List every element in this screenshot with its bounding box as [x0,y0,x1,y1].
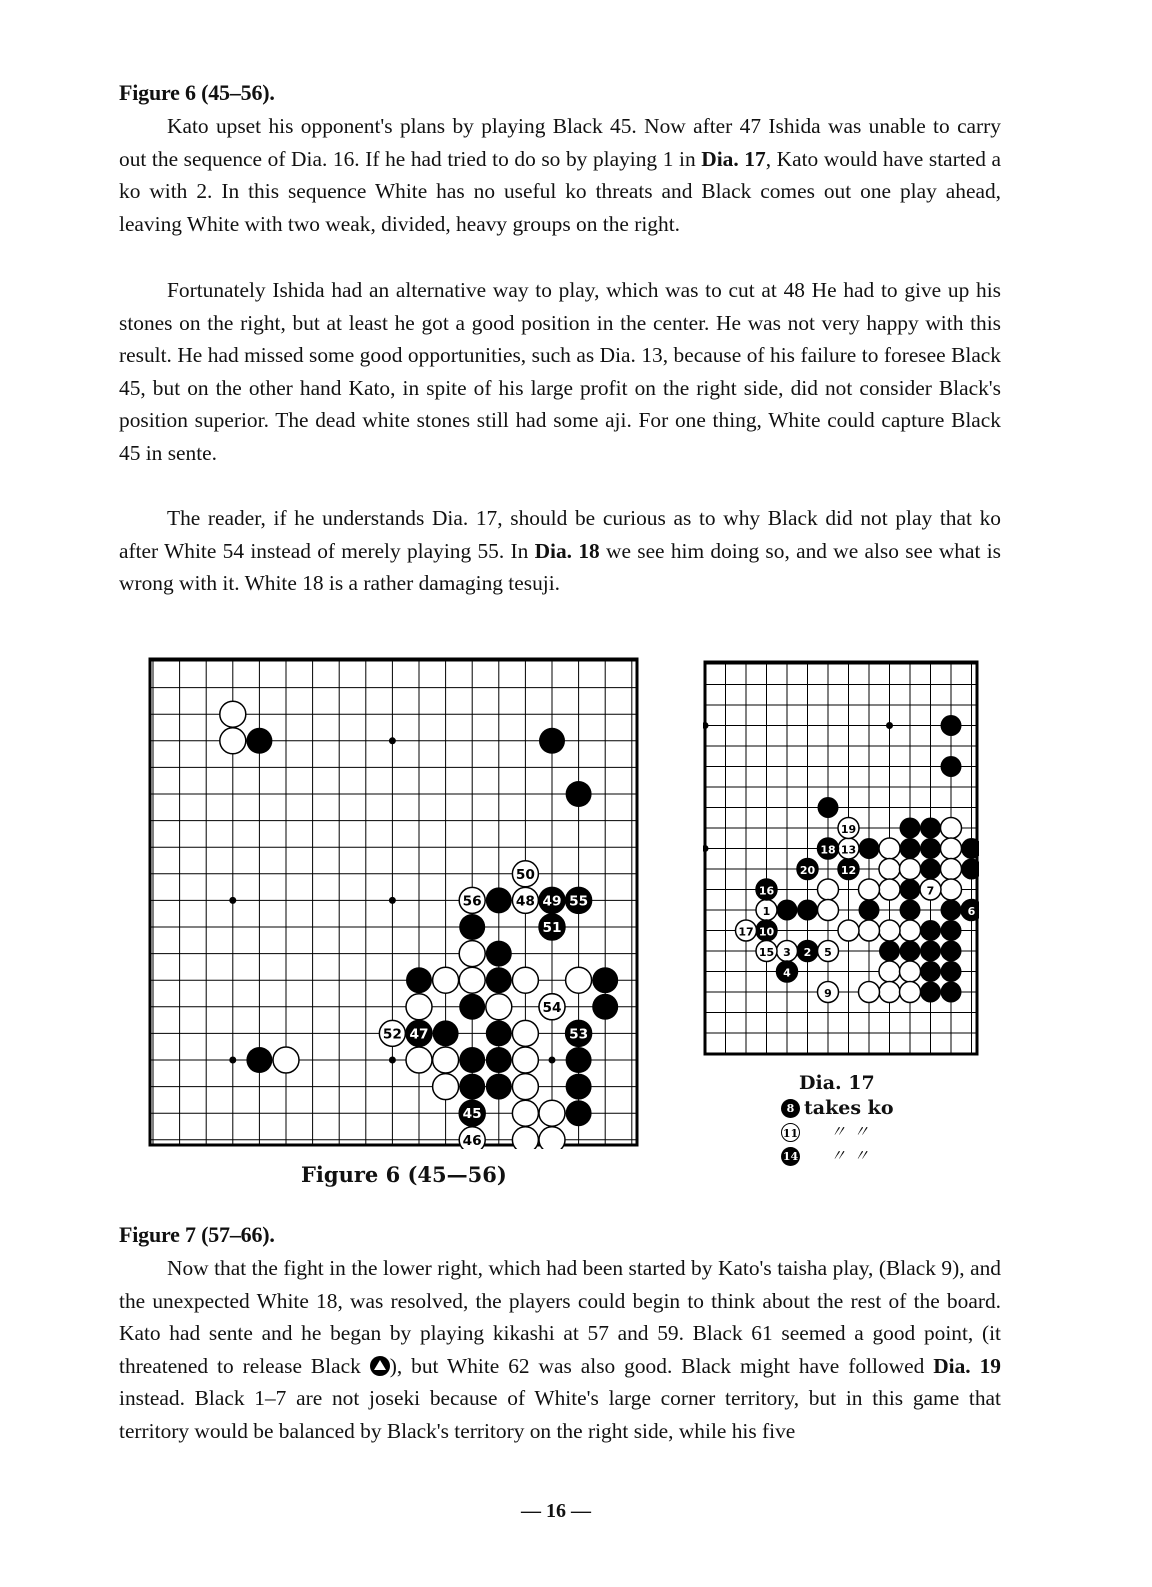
numbered-stone-3 [777,941,798,962]
move-number: 56 [462,893,482,910]
legend-text: takes ko [804,1097,894,1119]
white-stone [941,879,962,900]
numbered-stone-15 [756,941,777,962]
text: Now that the fight in the lower right, which had been started by Kato's taisha play, (Black 9), and the unexpected White 18, was resolved, the players could begin to think about the rest of the board. Kato had sente and he began by playing kikashi at 57 and 59. Black 61 seemed a good point, (it threatened to release Black [119,1256,1001,1378]
numbered-stone-54 [539,994,565,1020]
move-number: 10 [758,925,775,939]
black-stone [592,967,618,993]
move-number: 47 [409,1026,429,1043]
white-stone [539,1127,565,1149]
white-stone [879,961,900,982]
black-stone [920,859,941,880]
legend-row [781,1096,894,1120]
move-number: 17 [738,925,754,939]
black-stone [486,967,512,993]
dia17-board-svg [703,660,979,1058]
numbered-stone-5 [818,941,839,962]
numbered-stone-20 [797,859,818,880]
white-stone [941,838,962,859]
move-number: 20 [799,864,816,877]
black-stone [459,1047,485,1073]
black-stone [941,920,962,941]
move-number: 6 [967,905,976,918]
move-number: 7 [926,884,935,898]
black-stone [941,941,962,962]
black-stone [486,1074,512,1100]
white-stone [433,967,459,993]
move-number: 51 [542,920,562,936]
star-point [389,1057,396,1064]
black-stone [920,838,941,859]
white-stone [512,1100,538,1126]
star-point [389,737,396,744]
legend-text: 〃 〃 [830,1122,871,1141]
white-stone [512,1127,538,1149]
black-stone [900,818,921,839]
black-stone [900,879,921,900]
white-stone [433,1047,459,1073]
star-point [549,1057,556,1064]
text: instead. Black 1–7 are not joseki because of White's large corner territory, but in this game that territory would be balanced by Black's territory on the right side, while his five [119,1386,1001,1443]
white-stone [900,920,921,941]
white-stone [512,1047,538,1073]
numbered-stone-17 [736,920,757,941]
numbered-stone-48 [512,887,538,913]
numbered-stone-1 [756,900,777,921]
numbered-stone-49 [539,887,565,913]
white-stone [220,728,246,754]
text: Kato upset his opponent's plans by playing Black 45. Now after 47 Ishida was unable to carry out the sequence of Dia. 16. If he had tried to do so by playing 1 in [119,114,1001,171]
black-stone [879,941,900,962]
move-number: 13 [840,843,857,857]
black-stone [920,982,941,1003]
paragraph-2: Fortunately Ishida had an alternative way to play, which was to cut at 48 He had to give up his stones on the right, but at least he got a good position in the center. He was not very happy with this result. He had missed some good opportunities, such as Dia. 13, because of his failure to foresee Black 45, but on the other hand Kato, in spite of his large profit on the right side, did not consider Black's position superior. The dead white stones still had some aji. For one thing, White could capture Black 45 in sente. [119,278,1001,465]
legend-row [781,1144,894,1168]
star-point [229,1057,236,1064]
dia19-ref: Dia. 19 [933,1353,1001,1378]
white-stone [879,920,900,941]
white-stone [900,961,921,982]
black-stone [920,941,941,962]
black-stone [433,1020,459,1046]
white-stone [818,879,839,900]
numbered-stone-46 [459,1127,485,1149]
black-stone [859,900,880,921]
move-number: 50 [515,866,535,883]
black-stone [920,920,941,941]
move-number: 45 [462,1106,482,1123]
white-stone [859,982,880,1003]
numbered-stone-55 [566,887,592,913]
move-number: 19 [840,823,857,836]
move-number: 4 [783,966,791,980]
black-stone [777,900,798,921]
white-stone [539,1100,565,1126]
white-stone [859,920,880,941]
move-number: 15 [758,946,775,959]
black-stone [941,715,962,736]
star-point [703,722,709,729]
black-stone [539,728,565,754]
black-stone [459,1074,485,1100]
white-stone [406,994,432,1020]
move-number: 48 [515,893,535,910]
white-stone [879,838,900,859]
move-number: 49 [542,893,562,910]
white-stone [566,967,592,993]
white-stone [512,1074,538,1100]
numbered-stone-52 [379,1020,405,1046]
black-stone [900,900,921,921]
paragraph-4 [119,1252,1001,1448]
numbered-stone-45 [459,1100,485,1126]
black-stone [961,838,979,859]
numbered-stone-51 [539,914,565,940]
page-number: — 16 — [521,1500,591,1522]
black-stone [566,1074,592,1100]
black-stone [592,994,618,1020]
figure7-heading: Figure 7 (57–66). [119,1222,275,1247]
white-stone [900,982,921,1003]
stone-marker: 11 [781,1123,800,1142]
black-stone [900,838,921,859]
star-point [703,845,709,852]
paragraph-1 [119,110,1001,240]
move-number: 18 [820,843,836,857]
black-stone [900,941,921,962]
numbered-stone-12 [838,859,859,880]
black-triangle-stone-icon [370,1356,390,1376]
white-stone [406,1047,432,1073]
black-stone [941,982,962,1003]
move-number: 52 [382,1026,402,1043]
move-number: 46 [462,1132,482,1149]
white-stone [433,1074,459,1100]
move-number: 5 [824,946,832,959]
black-stone [486,887,512,913]
black-stone [818,797,839,818]
move-number: 55 [569,893,589,910]
black-stone [566,1047,592,1073]
white-stone [941,859,962,880]
black-stone [920,961,941,982]
move-number: 53 [569,1026,589,1043]
white-stone [818,900,839,921]
white-stone [512,967,538,993]
numbered-stone-10 [756,920,777,941]
figure6-board [148,657,640,1149]
move-number: 12 [840,864,857,877]
numbered-stone-16 [756,879,777,900]
stone-marker: 14 [781,1147,800,1166]
black-stone [859,838,880,859]
numbered-stone-18 [818,838,839,859]
star-point [229,897,236,904]
paragraph-3 [119,502,1001,600]
star-point [389,897,396,904]
white-stone [459,941,485,967]
black-stone [246,1047,272,1073]
black-stone [941,900,962,921]
numbered-stone-13 [838,838,859,859]
black-stone [246,728,272,754]
white-stone [459,967,485,993]
white-stone [859,879,880,900]
text: , Kato would have started a ko with 2. In this sequence White has no useful ko threats and Black comes out one play ahead, leaving White with two weak, divided, heavy groups on the right. [119,146,1001,236]
white-stone [273,1047,299,1073]
dia17-board [703,660,979,1058]
white-stone [486,994,512,1020]
star-point [886,722,893,729]
text: ), but White 62 was also good. Black might have followed [389,1353,934,1378]
text: we see him doing so, and we also see what is wrong with it. White 18 is a rather damaging tesuji. [119,538,1001,596]
white-stone [879,879,900,900]
black-stone [566,781,592,807]
dia17-legend [781,1096,894,1168]
black-stone [941,756,962,777]
numbered-stone-6 [961,900,979,921]
black-stone [486,1020,512,1046]
stone-marker: 8 [781,1099,800,1118]
white-stone [941,818,962,839]
dia17-title: Dia. 17 [799,1072,875,1094]
text: The reader, if he understands Dia. 17, should be curious as to why Black did not play that ko after White 54 instead of merely playing 55. In [119,506,1001,563]
dia18-ref: Dia. 18 [534,538,600,563]
white-stone [879,982,900,1003]
black-stone [941,961,962,982]
numbered-stone-53 [566,1020,592,1046]
numbered-stone-9 [818,982,839,1003]
figure6-caption: Figure 6 (45—56) [301,1162,507,1187]
legend-text: 〃 〃 [830,1146,871,1165]
move-number: 3 [783,946,791,959]
figure6-board-svg [148,657,640,1149]
move-number: 9 [824,987,832,1000]
black-stone [961,859,979,880]
numbered-stone-56 [459,887,485,913]
black-stone [486,941,512,967]
black-stone [406,967,432,993]
move-number: 54 [542,999,562,1016]
dia17-ref: Dia. 17 [701,146,766,171]
numbered-stone-47 [406,1020,432,1046]
move-number: 1 [762,905,771,918]
numbered-stone-4 [777,961,798,982]
numbered-stone-2 [797,941,818,962]
white-stone [879,859,900,880]
white-stone [220,701,246,727]
black-stone [797,900,818,921]
white-stone [900,859,921,880]
black-stone [459,914,485,940]
black-stone [920,818,941,839]
white-stone [838,920,859,941]
move-number: 2 [803,946,812,959]
white-stone [512,1020,538,1046]
legend-row [781,1120,894,1144]
figure6-heading: Figure 6 (45–56). [119,80,275,105]
numbered-stone-50 [512,861,538,887]
numbered-stone-7 [920,879,941,900]
black-stone [459,994,485,1020]
move-number: 16 [758,884,775,898]
black-stone [566,1100,592,1126]
black-stone [486,1047,512,1073]
numbered-stone-19 [838,818,859,839]
